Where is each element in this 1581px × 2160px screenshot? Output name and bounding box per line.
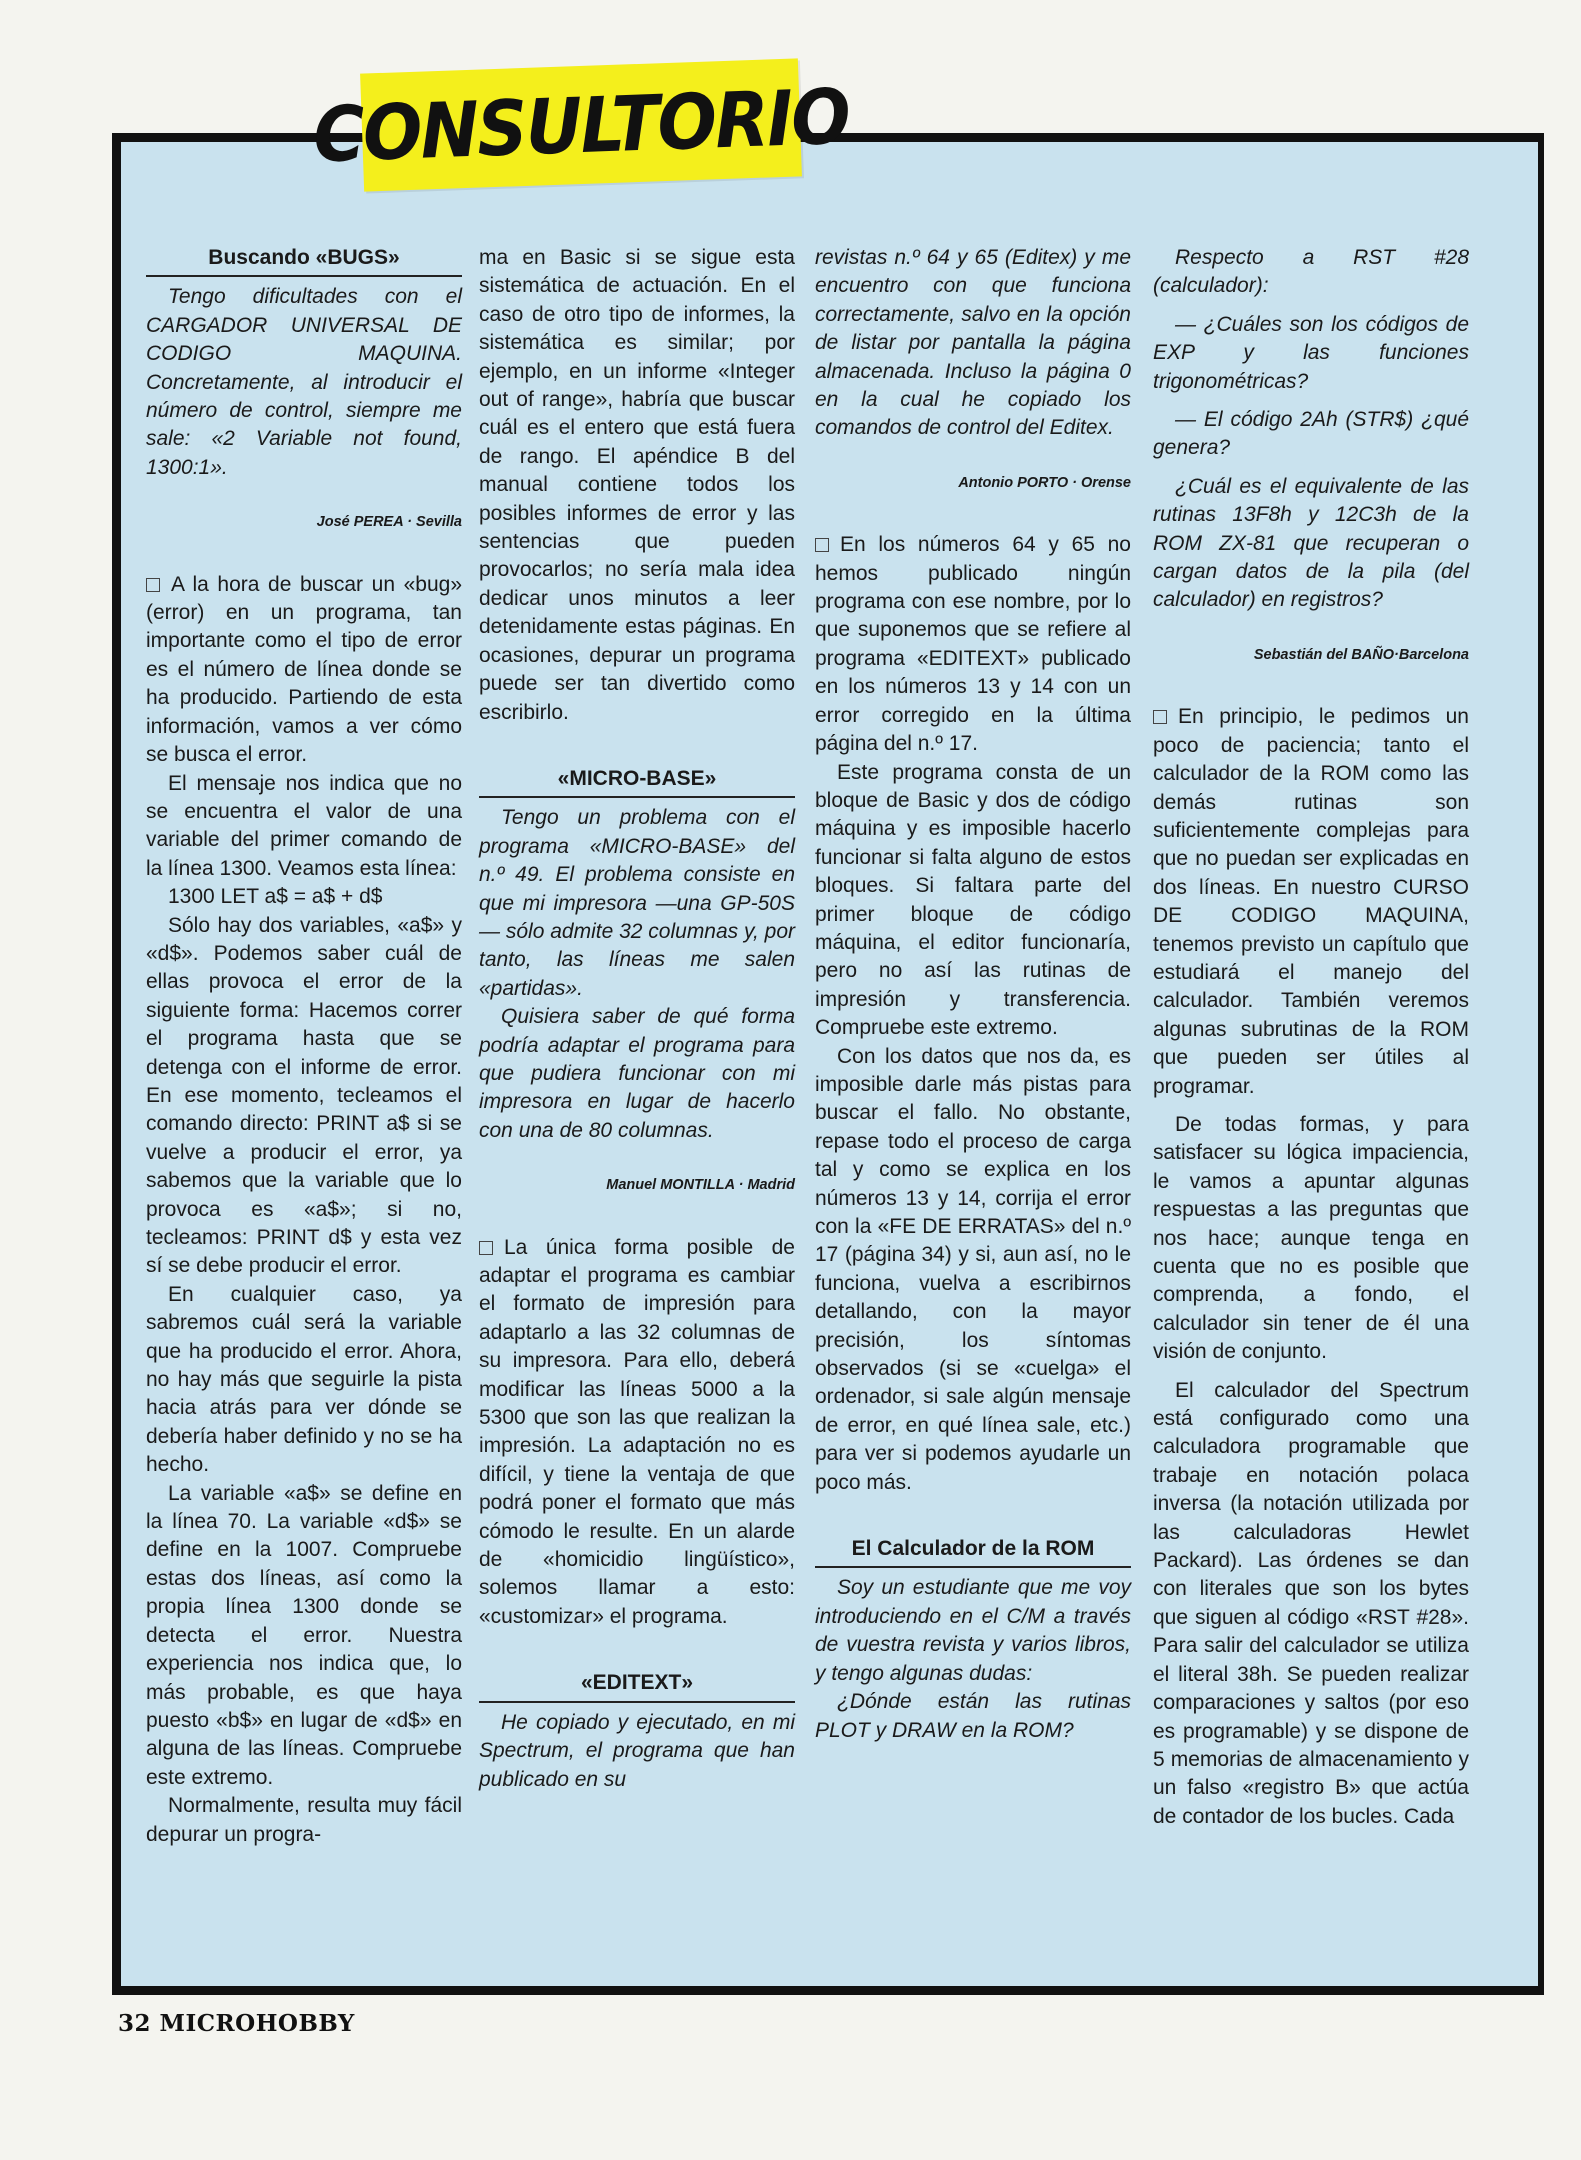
reader-question: — El código 2Ah (STR$) ¿qué genera? — [1153, 408, 1469, 460]
section-title-badge — [311, 58, 851, 191]
spacer — [479, 1631, 795, 1669]
article-heading-bugs: Buscando «BUGS» — [146, 244, 462, 277]
answer-paragraph: En cualquier caso, ya sabremos cuál será la variable que ha producido el error. Ahora, no hay más que seguirle la pista hacia atrás para ver dónde se debería haber definido y no se ha hecho. — [146, 1282, 462, 1477]
answer-paragraph: El mensaje nos indica que no se encuentra el valor de una variable del primer comando de la línea 1300. Veamos esta línea: — [146, 771, 462, 880]
answer-box-icon — [146, 578, 160, 592]
reader-question: Tengo dificultades con el CARGADOR UNIVERSAL DE CODIGO MAQUINA. Concretamente, al introducir el número de control, siempre me sale: «2 Variable not found, 1300:1». — [146, 285, 462, 479]
reader-question: Respecto a RST #28 (calculador): — [1153, 246, 1469, 298]
reader-question: ¿Cuál es el equivalente de las rutinas 13F8h y 12C3h de la ROM ZX-81 que recuperan o cargan datos de la pila (del calculador) en registros? — [1153, 474, 1469, 612]
code-line: 1300 LET a$ = a$ + d$ — [168, 885, 383, 909]
spacer — [815, 1497, 1131, 1535]
answer-continuation: ma en Basic si se sigue esta sistemática de actuación. En el caso de otro tipo de informes, la sistemática es similar; por ejemplo, en un informe «Integer out of range», habría que buscar cuál es el entero que está fuera de rango. El apéndice B del manual contiene todos los posibles informes de error y las sentencias que pueden provocarlos; no sería mala idea dedicar unos minutos a leer detenidamente estas páginas. En ocasiones, depurar un programa puede ser tan divertido como escribirlo. — [479, 246, 795, 724]
answer-box-icon — [479, 1241, 493, 1255]
page-footer: 32 MICROHOBBY — [118, 2010, 355, 2037]
answer-paragraph: Sólo hay dos variables, «a$» y «d$». Podemos saber cuál de ellas provoca el error de la siguiente forma: Hacemos correr el programa hasta que se detenga con el informe de error. En ese momento, tecleamos el comando directo: PRINT a$ si se vuelve a producir el error, ya sabemos que la variable que lo provoca es «a$»; si no, tecleamos: PRINT d$ y esta vez sí se debe producir el error. — [146, 913, 462, 1278]
reader-question: Quisiera saber de qué forma podría adaptar el programa para que pudiera funcionar con mi impresora en lugar de hacerlo con una de 80 columnas. — [479, 1005, 795, 1142]
reader-question: ¿Dónde están las rutinas PLOT y DRAW en la ROM? — [815, 1690, 1131, 1742]
answer-paragraph: De todas formas, y para satisfacer su lógica impaciencia, le vamos a apuntar algunas respuestas a las preguntas que nos hace; aunque tenga en cuenta que no es posible que comprenda, a fondo, el calculador sin tener de él una visión de conjunto. — [1153, 1112, 1469, 1364]
reader-signature: Sebastián del BAÑO·Barcelona — [1253, 646, 1469, 663]
reader-signature: Manuel MONTILLA · Madrid — [606, 1177, 795, 1194]
article-heading-microbase: «MICRO-BASE» — [479, 765, 795, 798]
reader-signature: José PEREA · Sevilla — [316, 514, 462, 531]
section-title: CONSULTORIO — [311, 71, 851, 179]
reader-question-continuation: revistas n.º 64 y 65 (Editex) y me encuentro con que funciona correctamente, salvo en la opción de listar por pantalla la página almacenada. Incluso la página 0 en la cual he copiado los comandos de control del Editex. — [815, 246, 1131, 440]
answer-paragraph: Normalmente, resulta muy fácil depurar un progra- — [146, 1794, 462, 1846]
reader-question: He copiado y ejecutado, en mi Spectrum, el programa que han publicado en su — [479, 1710, 795, 1791]
reader-question: Tengo un problema con el programa «MICRO-BASE» del n.º 49. El problema consiste en que mi impresora —una GP-50S— sólo admite 32 columnas y, por tanto, las líneas me salen «partidas». — [479, 806, 795, 1000]
spacer — [479, 727, 795, 765]
article-heading-calculador: El Calculador de la ROM — [815, 1535, 1131, 1568]
answer-paragraph: Este programa consta de un bloque de Basic y dos de código máquina y es imposible hacerlo funcionar si falta alguno de estos bloques. Si faltara parte del primer bloque de código máquina, el editor funcionaría, pero no así las rutinas de impresión y transferencia. Compruebe este extremo. — [815, 760, 1131, 1040]
column-3 — [815, 244, 1131, 1745]
reader-signature: Antonio PORTO · Orense — [958, 474, 1131, 491]
article-heading-editext: «EDITEXT» — [479, 1669, 795, 1702]
column-2 — [479, 244, 795, 1794]
answer-box-icon — [1153, 710, 1167, 724]
answer-paragraph: En principio, le pedimos un poco de paciencia; tanto el calculador de la ROM como las demás rutinas son suficientemente complejas para que no puedan ser explicadas en dos líneas. En nuestro CURSO DE CODIGO MAQUINA, tenemos previsto un capítulo que estudiará el manejo del calculador. También veremos algunas subrutinas de la ROM que pueden ser útiles al programar. — [1153, 705, 1469, 1098]
reader-question: Soy un estudiante que me voy introduciendo en el C/M a través de vuestra revista y varios libros, y tengo algunas dudas: — [815, 1576, 1131, 1685]
answer-paragraph: Con los datos que nos da, es imposible darle más pistas para buscar el fallo. No obstante, repase todo el proceso de carga tal y como se explica en los números 13 y 14, corrija el error con la «FE DE ERRATAS» del n.º 17 (página 34) y si, aun así, no le funciona, vuelva a escribirnos detallando, con la mayor precisión, los síntomas observados (si se «cuelga» el ordenador, si sale algún mensaje de error, en qué línea sale, etc.) para ver si podemos ayudarle un poco más. — [815, 1044, 1131, 1494]
reader-question: — ¿Cuáles son los códigos de EXP y las funciones trigonométricas? — [1153, 312, 1469, 393]
column-4 — [1153, 244, 1469, 1831]
answer-paragraph: La variable «a$» se define en la línea 70. La variable «d$» se define en la 1007. Compruebe estas dos líneas, así como la propia línea 1300 donde se detecta el error. Nuestra experiencia nos indica que, lo más probable, es que haya puesto «b$» en lugar de «d$» en alguna de las líneas. Compruebe este extremo. — [146, 1481, 462, 1789]
answer-paragraph: A la hora de buscar un «bug» (error) en un programa, tan importante como el tipo de error es el número de línea donde se ha producido. Partiendo de esta información, vamos a ver cómo se busca el error. — [146, 572, 462, 767]
answer-paragraph: La única forma posible de adaptar el programa es cambiar el formato de impresión para adaptarlo a las 32 columnas de su impresora. Para ello, deberá modificar las líneas 5000 a la 5300 que son las que realizan la impresión. La adaptación no es difícil, y tiene la ventaja de que podrá poner el formato que más cómodo le resulte. En un alarde de «homicidio lingüístico», solemos llamar a esto: «customizar» el programa. — [479, 1235, 795, 1628]
answer-paragraph: En los números 64 y 65 no hemos publicado ningún programa con ese nombre, por lo que suponemos que se refiere al programa «EDITEXT» publicado en los números 13 y 14 con un error corregido en la última página del n.º 17. — [815, 533, 1131, 756]
column-1 — [146, 244, 462, 1849]
answer-paragraph: El calculador del Spectrum está configurado como una calculadora programable que trabaje en notación polaca inversa (la notación utilizada por las calculadoras Hewlet Packard). Las órdenes se dan con literales que son los bytes que siguen al código «RST #28». Para salir del calculador se utiliza el literal 38h. Se pueden realizar comparaciones y saltos (por eso es programable) y se dispone de 5 memorias de almacenamiento y un falso «registro B» que actúa de contador de los bucles. Cada — [1153, 1378, 1469, 1828]
answer-box-icon — [815, 538, 829, 552]
